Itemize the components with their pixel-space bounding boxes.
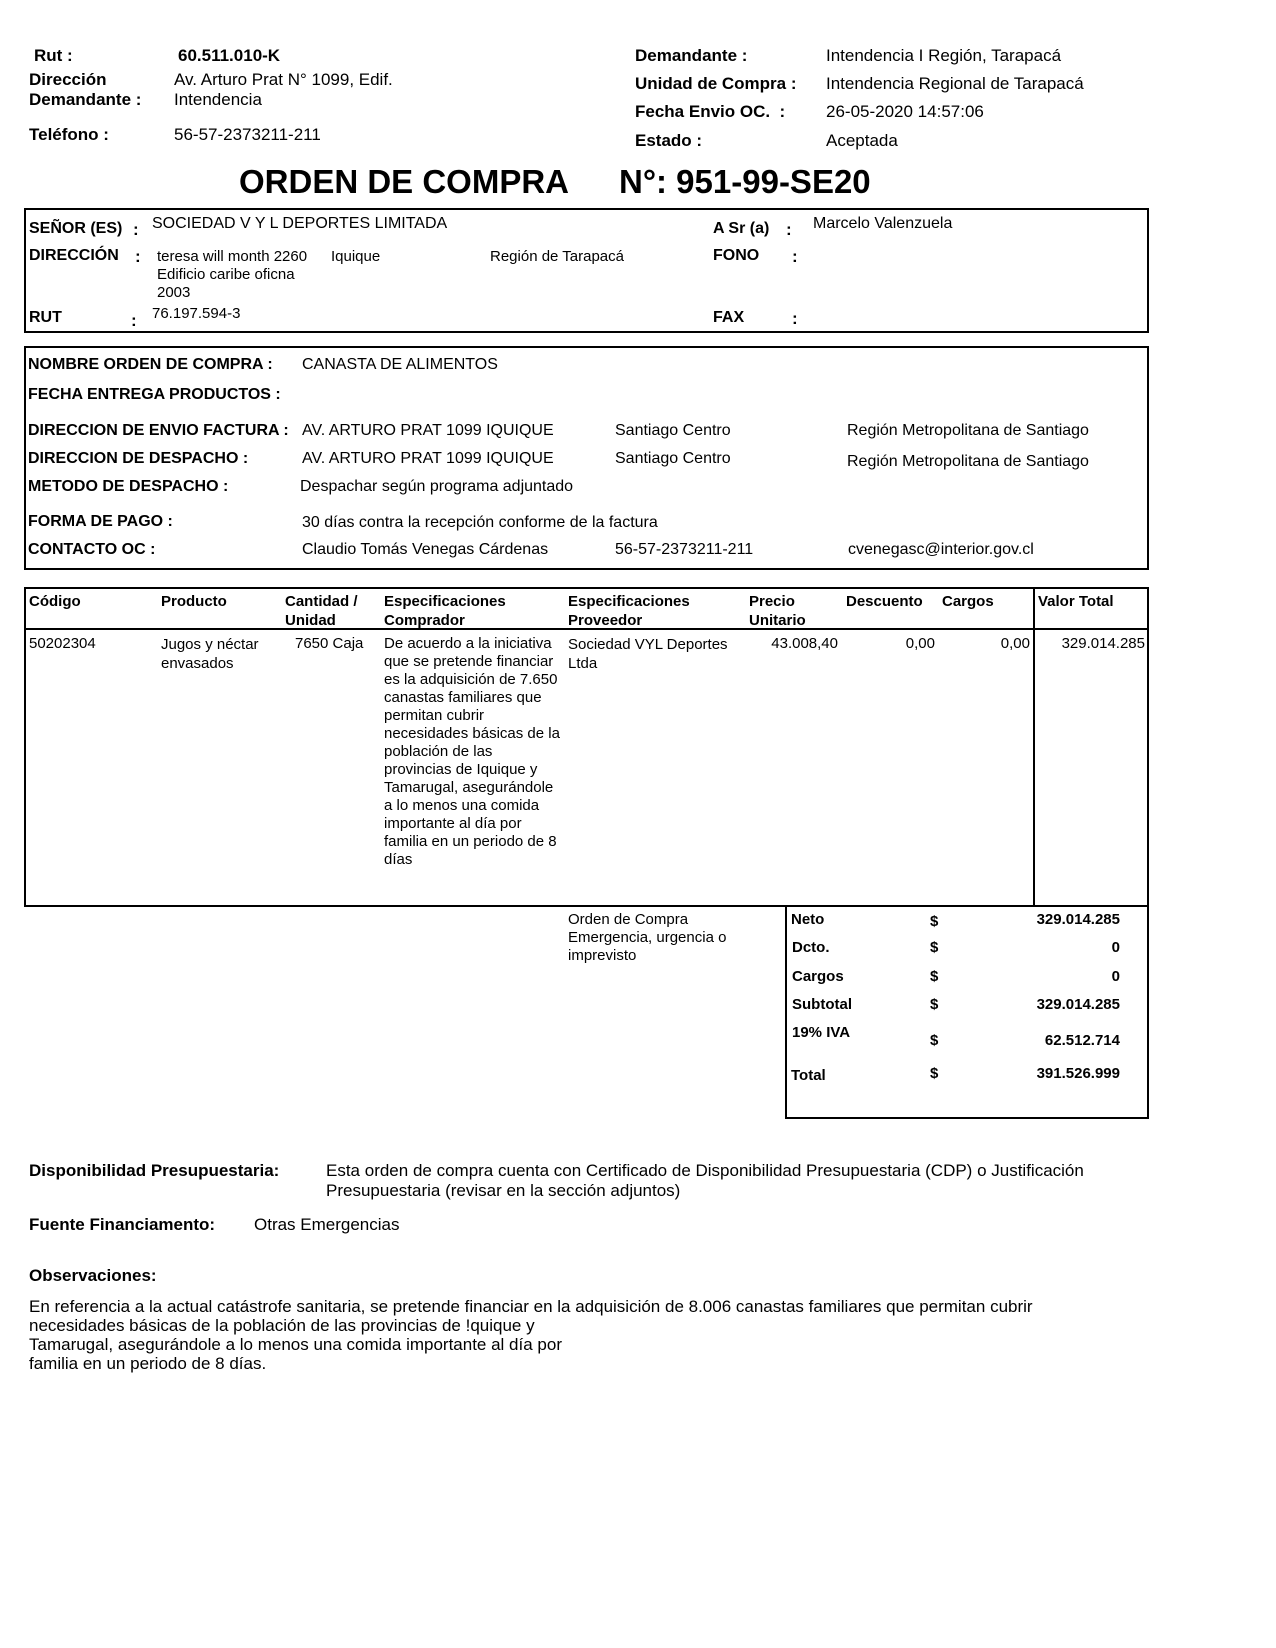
supplier-comuna: Iquique (331, 248, 381, 265)
estado-value: Aceptada (826, 131, 898, 150)
header-cargos: Cargos (942, 593, 994, 610)
totals-label: 19% IVA (792, 1024, 851, 1041)
telefono-value: 56-57-2373211-211 (174, 125, 321, 144)
senor-colon: : (133, 220, 139, 239)
totals-label: Neto (791, 911, 825, 928)
currency-symbol: $ (930, 996, 939, 1013)
currency-symbol: $ (930, 939, 939, 956)
cell-cantidad: 7650 Caja (295, 635, 364, 652)
header-cantidad: Cantidad / Unidad (285, 593, 358, 629)
nombre-orden-label: NOMBRE ORDEN DE COMPRA : (28, 356, 273, 373)
direccion-label-2: Demandante : (29, 90, 142, 109)
cell-precio: 43.008,40 (771, 635, 838, 652)
telefono-label: Teléfono : (29, 125, 109, 144)
table-valor-divider (1033, 587, 1035, 907)
fax-colon: : (792, 309, 798, 328)
observaciones-line: necesidades básicas de la población de las provincias de !quique y (29, 1316, 535, 1335)
demandante-label: Demandante : (635, 46, 748, 65)
totals-value: 329.014.285 (1036, 996, 1120, 1013)
cell-esp-proveedor: Sociedad VYL Deportes Ltda (568, 636, 728, 672)
totals-value: 62.512.714 (1044, 1032, 1120, 1049)
header-codigo: Código (29, 593, 81, 610)
estado-label: Estado : (635, 131, 703, 150)
unidad-compra-value: Intendencia Regional de Tarapacá (826, 74, 1084, 93)
unidad-compra-label: Unidad de Compra : (635, 74, 797, 93)
totals-value: 391.526.999 (1036, 1065, 1120, 1082)
supplier-direccion-label: DIRECCIÓN (29, 247, 119, 264)
order-number: N°: 951-99-SE20 (619, 163, 871, 200)
fuente-label: Fuente Financiamento: (29, 1215, 216, 1234)
supplier-direccion-line: teresa will month 2260 (157, 248, 308, 265)
disponibilidad-value: Esta orden de compra cuenta con Certificado de Disponibilidad Presupuestaria (CDP) o Justificación Presupuestaria (revisar en la sección adjuntos) (326, 1161, 1084, 1200)
despacho-comuna: Santiago Centro (615, 450, 731, 467)
currency-symbol: $ (930, 913, 939, 930)
fuente-value: Otras Emergencias (254, 1215, 400, 1234)
observaciones-text (29, 1297, 1033, 1373)
header-descuento: Descuento (846, 593, 923, 610)
fecha-entrega-label: FECHA ENTREGA PRODUCTOS : (28, 386, 281, 403)
totals-value: 329.014.285 (1036, 911, 1120, 928)
cell-codigo: 50202304 (29, 635, 96, 652)
asr-label: A Sr (a) (713, 220, 770, 237)
table-left-border (24, 587, 26, 907)
senor-label: SEÑOR (ES) (29, 220, 123, 237)
header-valor-total: Valor Total (1038, 593, 1114, 610)
order-type-note: Orden de Compra Emergencia, urgencia o imprevisto (568, 911, 727, 964)
supplier-direccion-value (157, 248, 307, 302)
cell-cargos: 0,00 (1000, 635, 1030, 652)
envio-factura-label: DIRECCION DE ENVIO FACTURA : (28, 422, 289, 439)
envio-factura-region: Región Metropolitana de Santiago (847, 422, 1089, 439)
direccion-value-2: Intendencia (174, 90, 262, 109)
fecha-envio-value: 26-05-2020 14:57:06 (826, 102, 984, 121)
despacho-region: Región Metropolitana de Santiago (847, 453, 1089, 470)
asr-colon: : (786, 220, 792, 239)
totals-label: Total (791, 1067, 826, 1084)
cell-valor-total: 329.014.285 (1061, 635, 1145, 652)
cell-esp-comprador: De acuerdo a la iniciativa que se pretende financiar es la adquisición de 7.650 canastas familiares que permitan cubrir necesidades básicas de la población de las provincias de Iquique y Tamarugal, asegurándole a lo menos una comida importante al día por familia en un periodo de 8 días (384, 635, 560, 868)
fecha-envio-label: Fecha Envio OC. : (635, 102, 786, 121)
observaciones-label: Observaciones: (29, 1266, 157, 1285)
disponibilidad-label: Disponibilidad Presupuestaria: (29, 1161, 280, 1180)
supplier-rut-colon: : (131, 311, 137, 330)
currency-symbol: $ (930, 1032, 939, 1049)
header-esp-comprador: Especificaciones Comprador (384, 593, 506, 629)
cell-descuento: 0,00 (905, 635, 935, 652)
totals-value: 0 (1111, 968, 1120, 985)
supplier-direccion-line: 2003 (157, 284, 191, 301)
metodo-despacho-value: Despachar según programa adjuntado (300, 478, 574, 495)
currency-symbol: $ (930, 968, 939, 985)
observaciones-line: familia en un periodo de 8 días. (29, 1354, 267, 1373)
despacho-label: DIRECCION DE DESPACHO : (28, 450, 249, 467)
observaciones-line: En referencia a la actual catástrofe sanitaria, se pretende financiar en la adquisición de 8.006 canastas familiares que permitan cubrir (29, 1297, 1033, 1316)
contacto-name: Claudio Tomás Venegas Cárdenas (302, 541, 549, 558)
fono-label: FONO (713, 247, 760, 264)
totals-label: Cargos (792, 968, 844, 985)
totals-label: Dcto. (792, 939, 830, 956)
rut-value: 60.511.010-K (178, 46, 281, 65)
despacho-value: AV. ARTURO PRAT 1099 IQUIQUE (302, 450, 554, 467)
envio-factura-comuna: Santiago Centro (615, 422, 731, 439)
demandante-value: Intendencia I Región, Tarapacá (826, 46, 1062, 65)
contacto-email-link[interactable]: cvenegasc@interior.gov.cl (848, 541, 1034, 558)
asr-value: Marcelo Valenzuela (813, 215, 953, 232)
supplier-direccion-colon: : (135, 247, 141, 266)
nombre-orden-value: CANASTA DE ALIMENTOS (302, 356, 498, 373)
contacto-phone: 56-57-2373211-211 (615, 541, 754, 558)
cell-producto: Jugos y néctar envasados (161, 636, 259, 672)
forma-pago-value: 30 días contra la recepción conforme de la factura (302, 514, 658, 531)
table-right-border (1147, 587, 1149, 907)
fono-colon: : (792, 247, 798, 266)
supplier-rut-label: RUT (29, 309, 62, 326)
totals-label: Subtotal (792, 996, 852, 1013)
document-title: ORDEN DE COMPRA (239, 163, 570, 200)
header-precio: Precio Unitario (749, 593, 806, 629)
supplier-region: Región de Tarapacá (490, 248, 624, 265)
direccion-value: Av. Arturo Prat N° 1099, Edif. (174, 70, 393, 89)
table-top-border (24, 587, 1149, 589)
header-esp-proveedor: Especificaciones Proveedor (568, 593, 690, 629)
observaciones-line: Tamarugal, asegurándole a lo menos una comida importante al día por (29, 1335, 562, 1354)
totals-value: 0 (1111, 939, 1120, 956)
direccion-label: Dirección (29, 70, 107, 89)
currency-symbol: $ (930, 1065, 939, 1082)
forma-pago-label: FORMA DE PAGO : (28, 513, 173, 530)
header-producto: Producto (161, 593, 227, 610)
rut-label: Rut : (34, 46, 73, 65)
envio-factura-value: AV. ARTURO PRAT 1099 IQUIQUE (302, 422, 554, 439)
senor-value: SOCIEDAD V Y L DEPORTES LIMITADA (152, 215, 448, 232)
supplier-rut-value: 76.197.594-3 (152, 305, 241, 322)
fax-label: FAX (713, 309, 745, 326)
contacto-label: CONTACTO OC : (28, 541, 156, 558)
metodo-despacho-label: METODO DE DESPACHO : (28, 478, 229, 495)
supplier-direccion-line: Edificio caribe oficna (157, 266, 295, 283)
